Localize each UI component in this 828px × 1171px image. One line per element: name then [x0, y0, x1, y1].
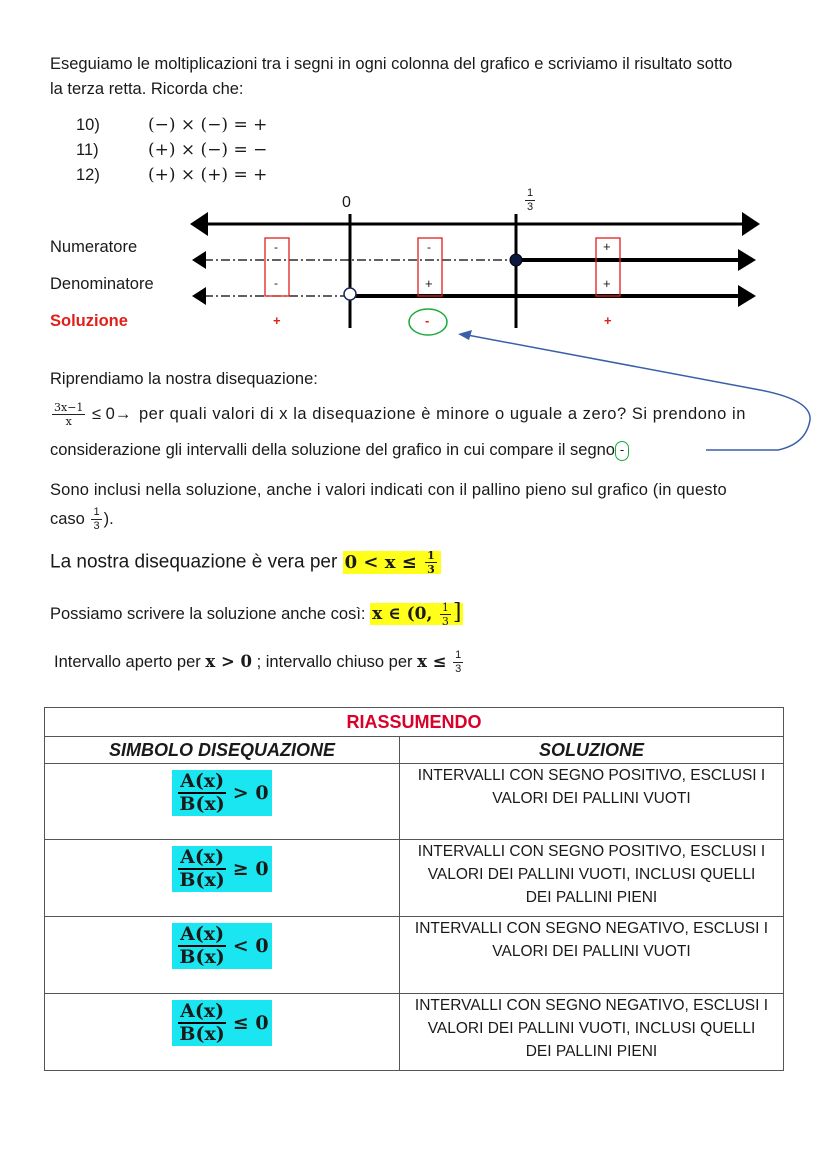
denominator-left-arrow	[192, 287, 206, 305]
inequality-symbol: $\frac{A(x)}{B(x)}$ < 0	[172, 923, 271, 969]
rule-number: 11)	[76, 141, 99, 159]
row-label-numerator: Numeratore	[50, 238, 138, 256]
inequality-symbol: $\frac{A(x)}{B(x)}$ > 0	[172, 770, 271, 816]
verdict	[50, 550, 441, 575]
included-line-1: Sono inclusi nella soluzione, anche i valori indicati con il pallino pieno sul grafico (in questo	[50, 481, 727, 499]
empty-point	[344, 288, 356, 300]
resume-question	[50, 402, 780, 427]
verdict-expression: 0 < x ≤ $\frac{1}{3}$	[343, 551, 441, 574]
table-row	[45, 994, 784, 1071]
summary-title: RIASSUMENDO	[45, 708, 784, 737]
rule-expression: (−) × (−) = +	[148, 115, 268, 135]
solution-cell: INTERVALLI CON SEGNO NEGATIVO, ESCLUSI I VALORI DEI PALLINI VUOTI, INCLUSI QUELLI DEI PALLINI PIENI	[400, 994, 784, 1071]
resume-title: Riprendiamo la nostra disequazione:	[50, 370, 318, 388]
rule-number: 10)	[76, 116, 100, 134]
included-line-2: caso $\frac{1}{3}$ ).	[50, 506, 114, 533]
denominator-sign: +	[425, 276, 433, 291]
interval-statement	[50, 601, 463, 627]
filled-point	[510, 254, 522, 266]
inequality-rest: ≤ 0→	[92, 405, 132, 423]
intro-line-1: Eseguiamo le moltiplicazioni tra i segni in ogni colonna del grafico e scriviamo il risultato sotto	[50, 55, 733, 73]
resume-line-2: considerazione gli intervalli della soluzione del grafico in cui compare il segno -	[50, 438, 629, 462]
table-row	[45, 840, 784, 917]
table-row	[45, 917, 784, 994]
numerator-sign: -	[427, 240, 431, 254]
question-text: per quali valori di x la disequazione è minore o uguale a zero? Si prendono in	[138, 405, 746, 423]
verdict-text: La nostra disequazione è vera per	[50, 551, 338, 573]
sign-graph	[0, 0, 828, 470]
solution-sign: -	[425, 313, 430, 328]
numerator-sign: +	[603, 239, 611, 254]
row-label-denominator: Denominatore	[50, 275, 154, 293]
rule-number: 12)	[76, 166, 100, 184]
denominator-right-arrow	[738, 285, 756, 307]
numerator-sign: -	[274, 240, 278, 254]
solution-sign: +	[604, 313, 612, 328]
interval-text: Possiamo scrivere la soluzione anche così:	[50, 605, 366, 623]
numerator-right-arrow	[738, 249, 756, 271]
solution-cell: INTERVALLI CON SEGNO NEGATIVO, ESCLUSI I VALORI DEI PALLINI VUOTI	[400, 917, 784, 994]
pointer-arrowhead	[458, 330, 472, 340]
intro-line-2: la terza retta. Ricorda che:	[50, 80, 244, 98]
summary-table	[44, 707, 784, 1071]
third-label: $\frac{1}{3}$	[527, 187, 534, 213]
solution-sign: +	[273, 313, 281, 328]
solution-cell: INTERVALLI CON SEGNO POSITIVO, ESCLUSI I VALORI DEI PALLINI VUOTI	[400, 764, 784, 840]
circled-minus-sign: -	[615, 441, 629, 461]
column-header-symbol: SIMBOLO DISEQUAZIONE	[45, 737, 400, 764]
rule-expression: (+) × (+) = +	[148, 165, 268, 185]
rule-expression: (+) × (−) = −	[148, 140, 268, 160]
denominator-sign: +	[603, 276, 611, 291]
interval-expression: x ∈ (0, $\frac{1}{3}$ ]	[372, 600, 462, 628]
axis-right-arrow	[742, 212, 760, 236]
inequality-symbol: $\frac{A(x)}{B(x)}$ ≥ 0	[172, 846, 271, 892]
numerator-left-arrow	[192, 251, 206, 269]
inequality-fraction: $\frac{3x-1}{x}$	[54, 401, 84, 429]
pointer-arrow	[462, 334, 810, 450]
table-row	[45, 764, 784, 840]
solution-cell: INTERVALLI CON SEGNO POSITIVO, ESCLUSI I VALORI DEI PALLINI VUOTI, INCLUSI QUELLI DEI PALLINI PIENI	[400, 840, 784, 917]
inequality-symbol: $\frac{A(x)}{B(x)}$ ≤ 0	[172, 1000, 271, 1046]
axis-left-arrow	[190, 212, 208, 236]
open-closed-statement: Intervallo aperto per x > 0 ; intervallo chiuso per x ≤ $\frac{1}{3}$	[54, 649, 462, 676]
denominator-sign: -	[274, 276, 278, 290]
zero-label: 0	[342, 194, 351, 211]
row-label-solution: Soluzione	[50, 312, 128, 330]
column-header-solution: SOLUZIONE	[400, 737, 784, 764]
